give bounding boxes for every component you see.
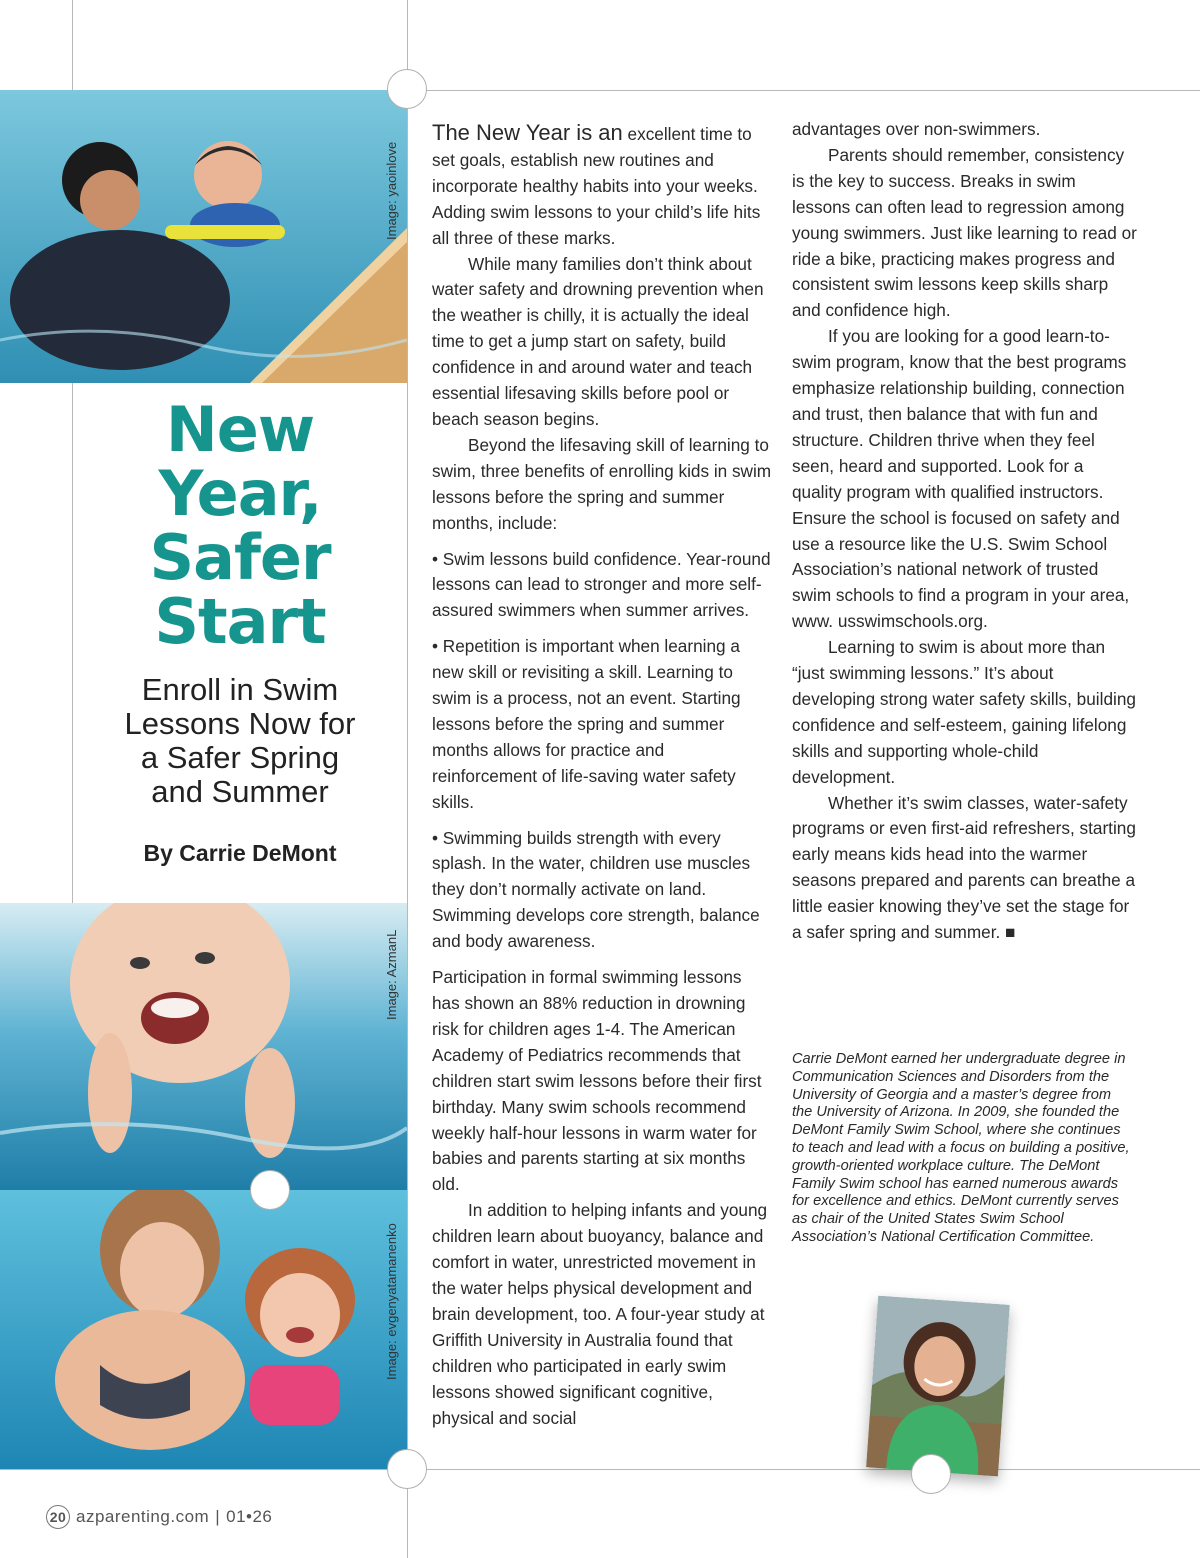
page-footer — [46, 1505, 272, 1529]
photo-credit-1: Image: yaoinlove — [384, 141, 399, 240]
photo-credit-3: Image: evgenyatamanenko — [384, 1223, 399, 1380]
lead-in: The New Year is an — [432, 120, 623, 145]
paragraph: Learning to swim is about more than “just swimming lessons.” It’s about developing strong water safety skills, building confidence and self-esteem, gaining lifelong skills and supporting whole-child development. — [792, 637, 1136, 787]
photo-mother-daughter — [0, 1190, 407, 1469]
subtitle-line: Enroll in Swim — [141, 672, 339, 707]
paragraph: Beyond the lifesaving skill of learning to swim, three benefits of enrolling kids in swim lessons before the spring and summer months, include: — [432, 434, 772, 533]
author-photo — [866, 1296, 1010, 1477]
subtitle-line: a Safer Spring — [140, 740, 340, 775]
title-line: Year, — [158, 457, 322, 530]
footer-separator: | — [215, 1507, 221, 1526]
byline: By Carrie DeMont — [143, 840, 337, 866]
issue-date: 01•26 — [226, 1507, 273, 1526]
paragraph: While many families don’t think about water safety and drowning prevention when the weather is chilly, it is actually the ideal time to get a jump start on safety, build confidence in and around water and teach essential lifesaving skills before pool or beach season begins. — [432, 253, 764, 429]
article-column-2 — [792, 117, 1137, 946]
title-line: New — [165, 393, 315, 466]
photo-credit-2: Image: AzmanL — [384, 929, 399, 1020]
paragraph: Parents should remember, consistency is the key to success. Breaks in swim lessons can often lead to regression among young swimmers. Just like learning to read or ride a bike, practicing makes progress and consistent swim lessons keep skills sharp and confidence high. — [792, 144, 1137, 321]
article-subtitle — [72, 673, 408, 809]
paragraph: Whether it’s swim classes, water-safety programs or even first-aid refreshers, starting early means kids head into the warmer seasons prepared and parents can breathe a little easier knowing they’ve set the stage for a safer spring and summer. ■ — [792, 792, 1136, 943]
paragraph: advantages over non-swimmers. — [792, 119, 1041, 139]
lead-paragraph — [432, 120, 772, 252]
junction-node-top — [387, 69, 427, 109]
junction-node-bottom-right — [911, 1454, 951, 1494]
article-column-1 — [432, 120, 772, 1431]
title-line: Safer — [149, 521, 331, 594]
bottom-rule — [0, 1469, 1200, 1470]
junction-node-middle — [250, 1170, 290, 1210]
article-title — [72, 393, 408, 658]
lead-text: excellent time to set goals, establish new routines and incorporate healthy habits into your weeks. Adding swim lessons to your child’s life hits all three of these marks. — [432, 124, 761, 248]
left-margin-rule — [72, 0, 73, 90]
paragraph: Participation in formal swimming lessons has shown an 88% reduction in drowning risk for children ages 1-4. The American Academy of Pediatrics recommends that children start swim lessons before their first birthday. Many swim schools recommend weekly half-hour lessons in warm water for babies and parents starting at six months old. — [432, 967, 762, 1195]
photo-laughing-baby — [0, 903, 407, 1190]
bullet-item: • Swim lessons build confidence. Year-round lessons can lead to stronger and more self-assured swimmers when summer arrives. — [432, 548, 771, 621]
paragraph: In addition to helping infants and young children learn about buoyancy, balance and comfort in water, unrestricted movement in the water helps physical development and brain development, too. A four-year study at Griffith University in Australia found that children who participated in early swim lessons showed significant cognitive, physical and social — [432, 1200, 768, 1428]
top-rule — [407, 90, 1200, 91]
bullet-item: • Repetition is important when learning a new skill or revisiting a skill. Learning to swim is a process, not an event. Starting lessons before the spring and summer months allows for practice and reinforcement of life-saving water safety skills. — [432, 636, 741, 812]
site-name: azparenting.com — [76, 1507, 210, 1526]
subtitle-line: Lessons Now for — [124, 706, 356, 741]
bullet-item: • Swimming builds strength with every splash. In the water, children use muscles they don’t normally activate on land. Swimming develops core strength, balance and body awareness. — [432, 827, 760, 952]
junction-node-bottom-left — [387, 1449, 427, 1489]
author-bio: Carrie DeMont earned her undergraduate degree in Communication Sciences and Disorders from the University of Georgia and a master’s degree from the University of Arizona. In 2009, she founded the DeMont Family Swim School, where she continues to teach and lead with a focus on building a positive, growth-oriented workplace culture. The DeMont Family Swim school has earned numerous awards for excellence and ethics. DeMont currently serves as chair of the United States Swim School Association’s National Certification Committee. — [792, 1051, 1130, 1245]
title-line: Start — [154, 585, 326, 658]
page-number: 20 — [46, 1505, 70, 1529]
paragraph: If you are looking for a good learn-to-swim program, know that the best programs emphasize relationship building, connection and trust, then balance that with fun and structure. Children thrive when they feel seen, heard and supported. Look for a quality program with qualified instructors. Ensure the school is focused on safety and use a resource like the U.S. Swim School Association’s national network of trusted swim schools to find a program in your area, www. usswimschools.org. — [792, 326, 1130, 632]
subtitle-line: and Summer — [151, 774, 329, 809]
photo-instructor-baby — [0, 90, 407, 383]
